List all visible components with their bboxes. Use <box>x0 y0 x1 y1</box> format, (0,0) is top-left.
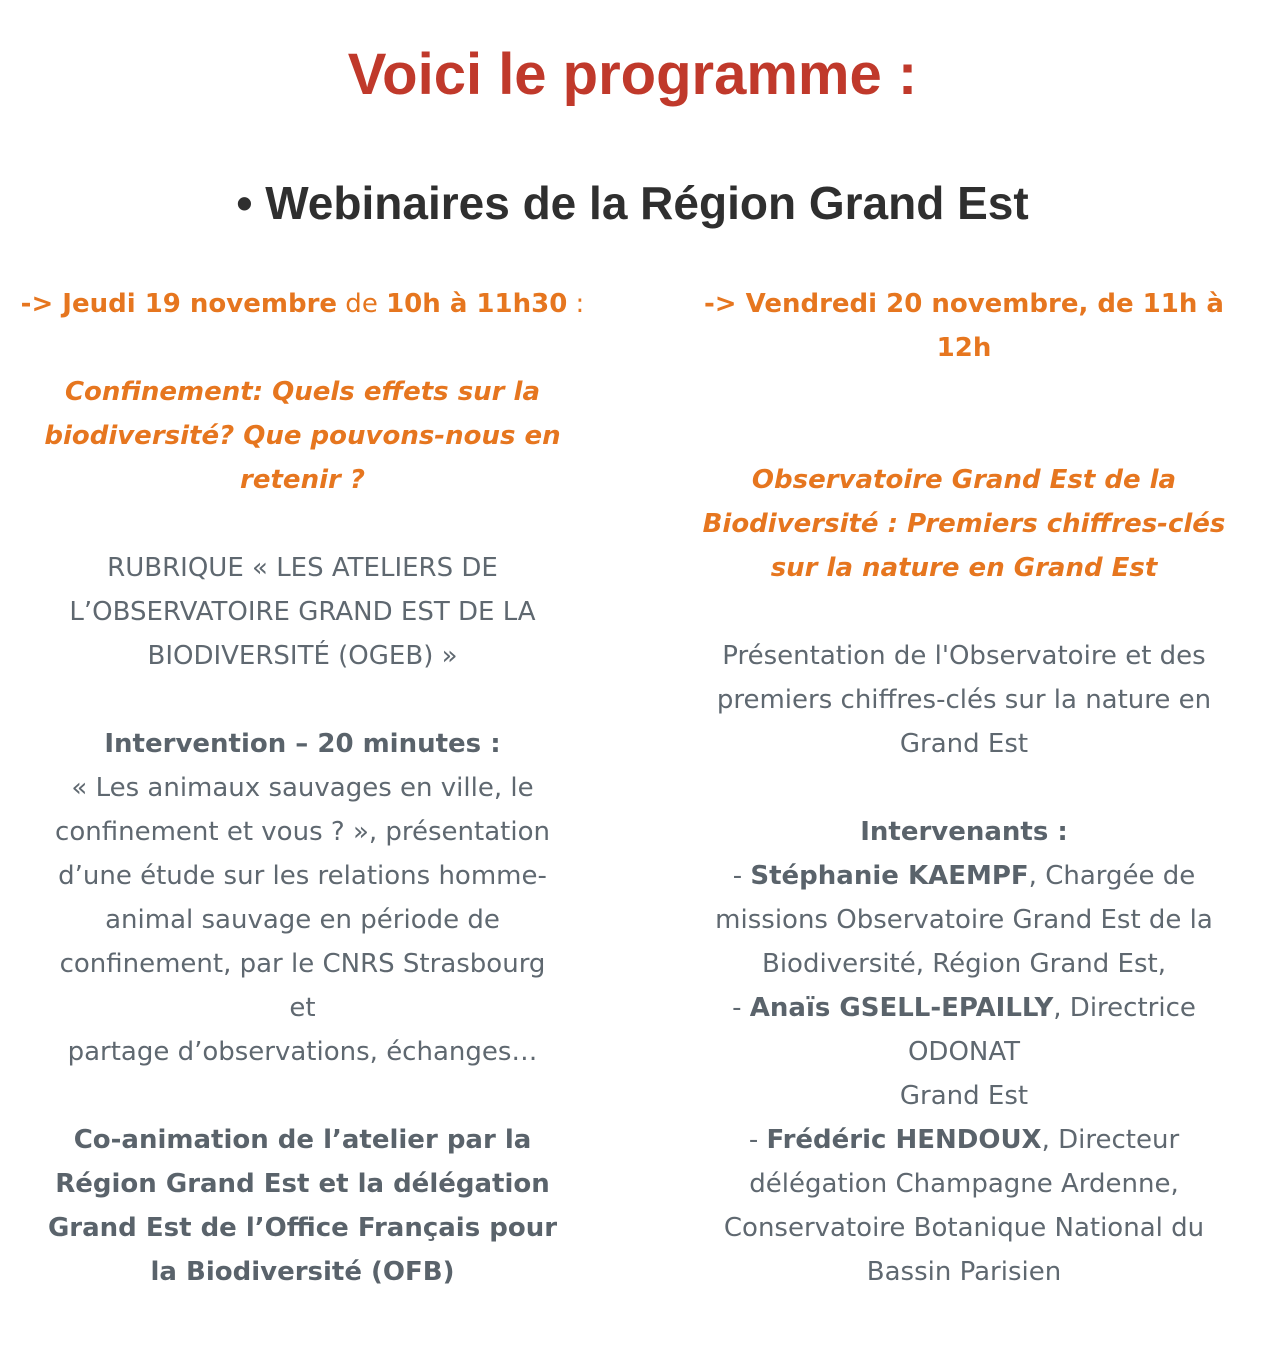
speakers-heading: Intervenants : <box>860 817 1068 847</box>
speaker-prefix: - <box>748 1125 767 1155</box>
speaker-name: Stéphanie KAEMPF <box>750 861 1029 891</box>
speaker-role: , Directrice <box>1053 993 1196 1023</box>
left-date-day: -> Jeudi 19 novembre <box>20 289 338 319</box>
left-intervention <box>20 722 585 1074</box>
intervention-line: confinement et vous ? », présentation <box>55 817 550 847</box>
right-date-line: 12h <box>936 333 992 363</box>
speaker-role: Bassin Parisien <box>866 1257 1062 1287</box>
speaker-role: , Chargée de <box>1028 861 1196 891</box>
right-event-title <box>680 458 1248 590</box>
intervention-line: confinement, par le CNRS Strasbourg <box>59 949 546 979</box>
intervention-line: partage d’observations, échanges… <box>67 1037 538 1067</box>
left-date-colon: : <box>567 289 585 319</box>
coanimation-line: Région Grand Est et la délégation <box>55 1169 550 1199</box>
intervention-line: et <box>289 993 316 1023</box>
right-presentation <box>680 634 1248 766</box>
intervention-line: d’une étude sur les relations homme- <box>58 861 547 891</box>
left-date-connector: de <box>337 289 387 319</box>
left-event-title-line: retenir ? <box>240 465 365 495</box>
speaker-role: Biodiversité, Région Grand Est, <box>762 949 1166 979</box>
presentation-line: Grand Est <box>899 729 1029 759</box>
coanimation-line: Grand Est de l’Office Français pour <box>47 1213 558 1243</box>
speaker-role: Conservatoire Botanique National du <box>723 1213 1205 1243</box>
rubrique-line: BIODIVERSITÉ (OGEB) » <box>147 641 458 671</box>
left-column <box>20 282 585 1294</box>
right-event-title-line: Observatoire Grand Est de la <box>751 465 1177 495</box>
left-rubrique <box>20 546 585 678</box>
right-column <box>680 282 1248 1294</box>
speaker-role: Grand Est <box>899 1081 1029 1111</box>
speaker-role: missions Observatoire Grand Est de la <box>715 905 1213 935</box>
presentation-line: Présentation de l'Observatoire et des <box>722 641 1206 671</box>
speaker-role: délégation Champagne Ardenne, <box>749 1169 1179 1199</box>
left-event-title-line: biodiversité? Que pouvons-nous en <box>44 421 561 451</box>
left-event-title <box>20 370 585 502</box>
presentation-line: premiers chiffres-clés sur la nature en <box>716 685 1212 715</box>
speaker-prefix: - <box>732 861 751 891</box>
intervention-heading: Intervention – 20 minutes : <box>104 729 501 759</box>
intervention-line: « Les animaux sauvages en ville, le <box>71 773 534 803</box>
left-event-title-line: Confinement: Quels effets sur la <box>64 377 541 407</box>
coanimation-line: la Biodiversité (OFB) <box>150 1257 455 1287</box>
rubrique-line: L’OBSERVATOIRE GRAND EST DE LA <box>69 597 536 627</box>
coanimation-line: Co-animation de l’atelier par la <box>73 1125 532 1155</box>
right-date-line: -> Vendredi 20 novembre, de 11h à <box>704 289 1224 319</box>
left-date <box>20 282 585 326</box>
speaker-name: Anaïs GSELL-EPAILLY <box>749 993 1054 1023</box>
speaker-name: Frédéric HENDOUX <box>766 1125 1042 1155</box>
left-date-time: 10h à 11h30 <box>386 289 568 319</box>
right-event-title-line: Biodiversité : Premiers chiffres-clés <box>702 509 1226 539</box>
page-title: Voici le programme : <box>347 42 918 107</box>
right-speakers <box>680 810 1248 1294</box>
section-subtitle: • Webinaires de la Région Grand Est <box>236 177 1029 229</box>
speaker-role: ODONAT <box>907 1037 1021 1067</box>
speaker-role: , Directeur <box>1041 1125 1180 1155</box>
rubrique-line: RUBRIQUE « LES ATELIERS DE <box>107 553 498 583</box>
right-event-title-line: sur la nature en Grand Est <box>770 553 1158 583</box>
intervention-line: animal sauvage en période de <box>105 905 500 935</box>
speaker-prefix: - <box>732 993 750 1023</box>
left-coanimation <box>20 1118 585 1294</box>
right-date <box>680 282 1248 370</box>
